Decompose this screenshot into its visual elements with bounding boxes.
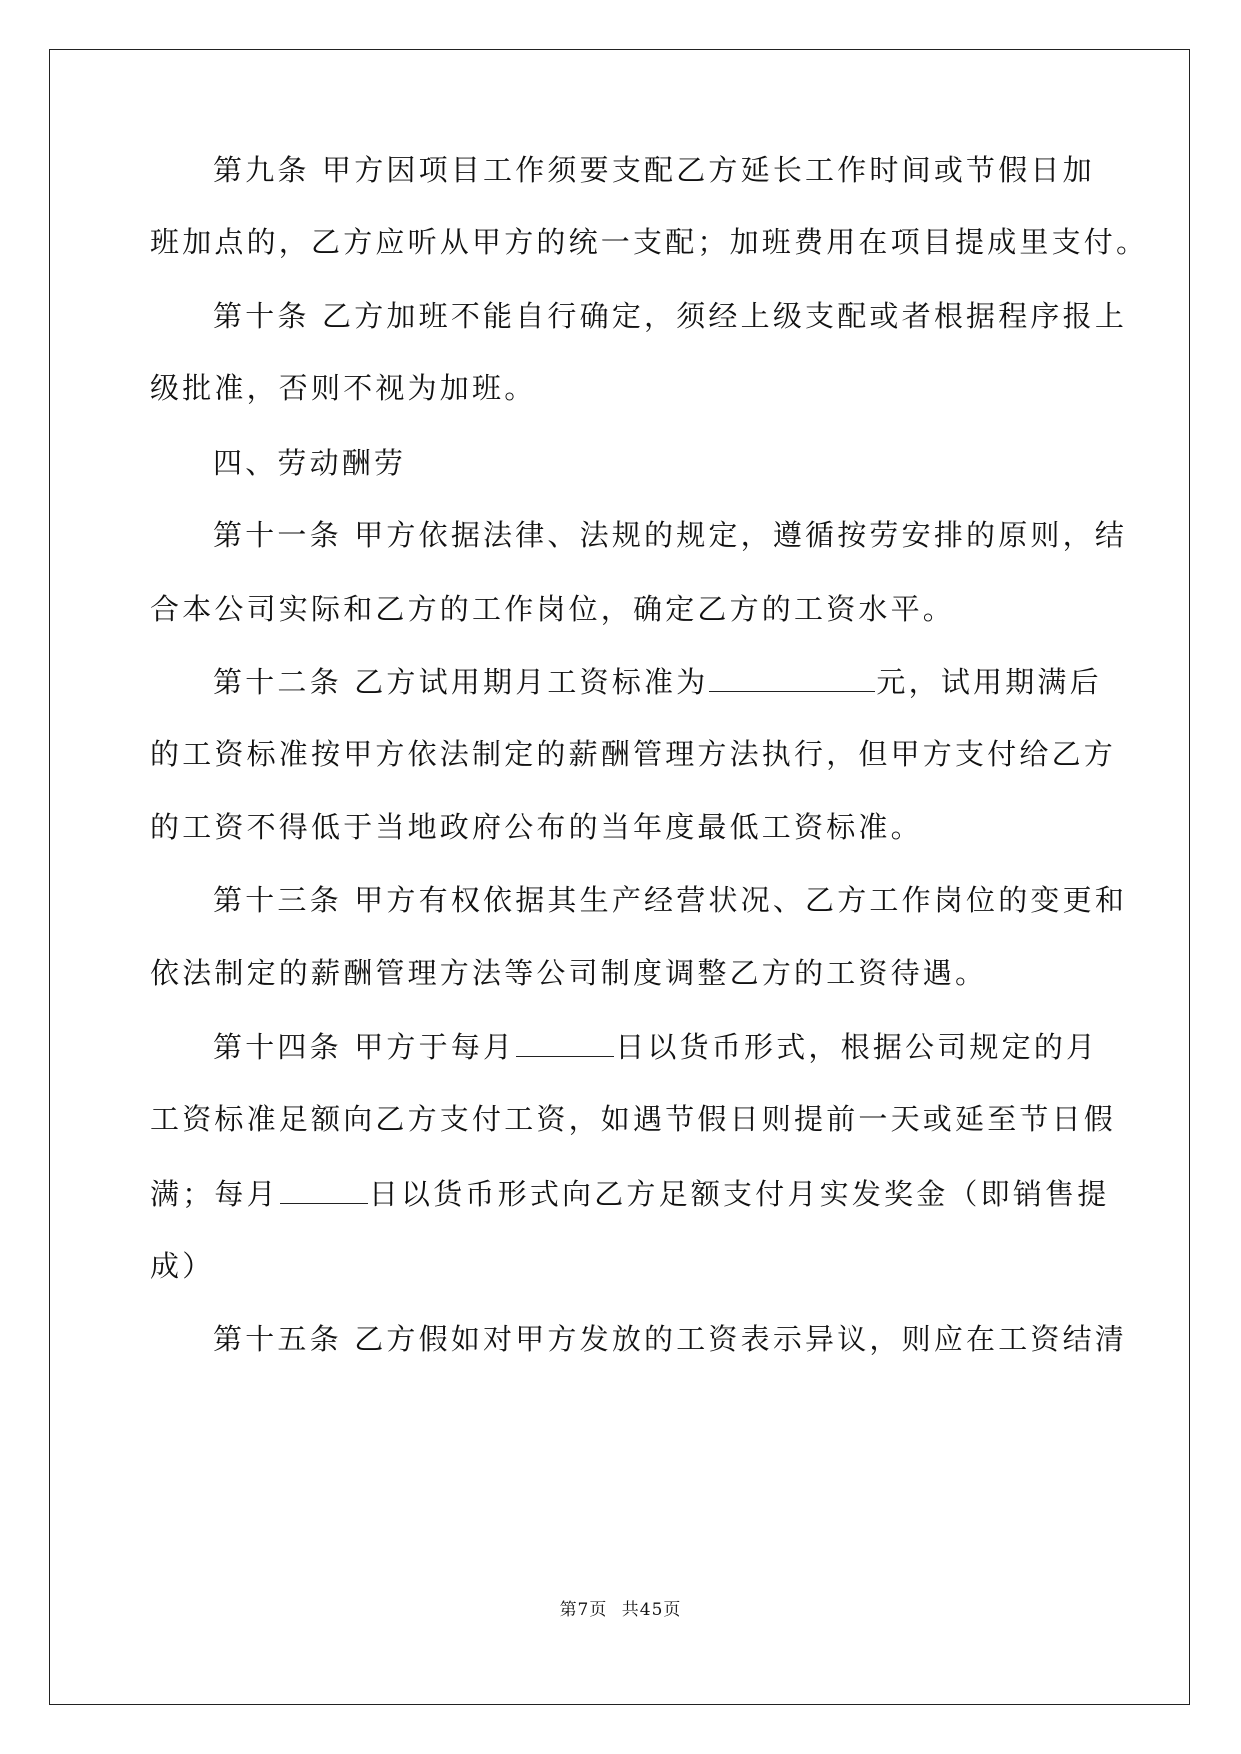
article-14-line-3 bbox=[150, 1173, 1110, 1214]
article-14-text-c: 满；每月 bbox=[150, 1177, 279, 1211]
article-10-line-2: 级批准，否则不视为加班。 bbox=[150, 371, 537, 405]
article-13-line-1: 第十三条 甲方有权依据其生产经营状况、乙方工作岗位的变更和 bbox=[213, 883, 1128, 917]
salary-amount-blank bbox=[709, 661, 875, 692]
article-9-line-1: 第九条 甲方因项目工作须要支配乙方延长工作时间或节假日加 bbox=[213, 153, 1095, 187]
article-14-text-d: 日以货币形式向乙方足额支付月实发奖金（即销售提 bbox=[368, 1177, 1110, 1211]
article-12-line-1 bbox=[213, 661, 1153, 702]
article-12-text-a: 第十二条 乙方试用期月工资标准为 bbox=[213, 665, 709, 699]
article-15-line-1: 第十五条 乙方假如对甲方发放的工资表示异议，则应在工资结清 bbox=[213, 1322, 1128, 1356]
article-13-line-2: 依法制定的薪酬管理方法等公司制度调整乙方的工资待遇。 bbox=[150, 956, 988, 990]
article-11-line-2: 合本公司实际和乙方的工作岗位，确定乙方的工资水平。 bbox=[150, 592, 956, 626]
article-12-line-2: 的工资标准按甲方依法制定的薪酬管理方法执行，但甲方支付给乙方 bbox=[150, 737, 1117, 771]
article-14-line-2: 工资标准足额向乙方支付工资，如遇节假日则提前一天或延至节日假 bbox=[150, 1102, 1117, 1136]
page-number: 第7页 bbox=[559, 1600, 608, 1620]
article-12-line-3: 的工资不得低于当地政府公布的当年度最低工资标准。 bbox=[150, 810, 923, 844]
article-14-line-4: 成） bbox=[150, 1249, 215, 1283]
article-14-text-a: 第十四条 甲方于每月 bbox=[213, 1030, 516, 1064]
section-heading-remuneration: 四、劳动酬劳 bbox=[213, 446, 407, 480]
pay-day-blank bbox=[516, 1026, 614, 1057]
bonus-day-blank bbox=[280, 1173, 368, 1204]
article-9-line-2: 班加点的，乙方应听从甲方的统一支配；加班费用在项目提成里支付。 bbox=[150, 225, 1149, 259]
total-pages: 共45页 bbox=[621, 1600, 682, 1620]
article-12-text-b: 元，试用期满后 bbox=[876, 665, 1102, 699]
article-14-line-1 bbox=[213, 1026, 1153, 1067]
article-11-line-1: 第十一条 甲方依据法律、法规的规定，遵循按劳安排的原则，结 bbox=[213, 518, 1128, 552]
article-14-text-b: 日以货币形式，根据公司规定的月 bbox=[615, 1030, 1099, 1064]
page-footer bbox=[0, 1598, 1241, 1622]
article-10-line-1: 第十条 乙方加班不能自行确定，须经上级支配或者根据程序报上 bbox=[213, 299, 1128, 333]
